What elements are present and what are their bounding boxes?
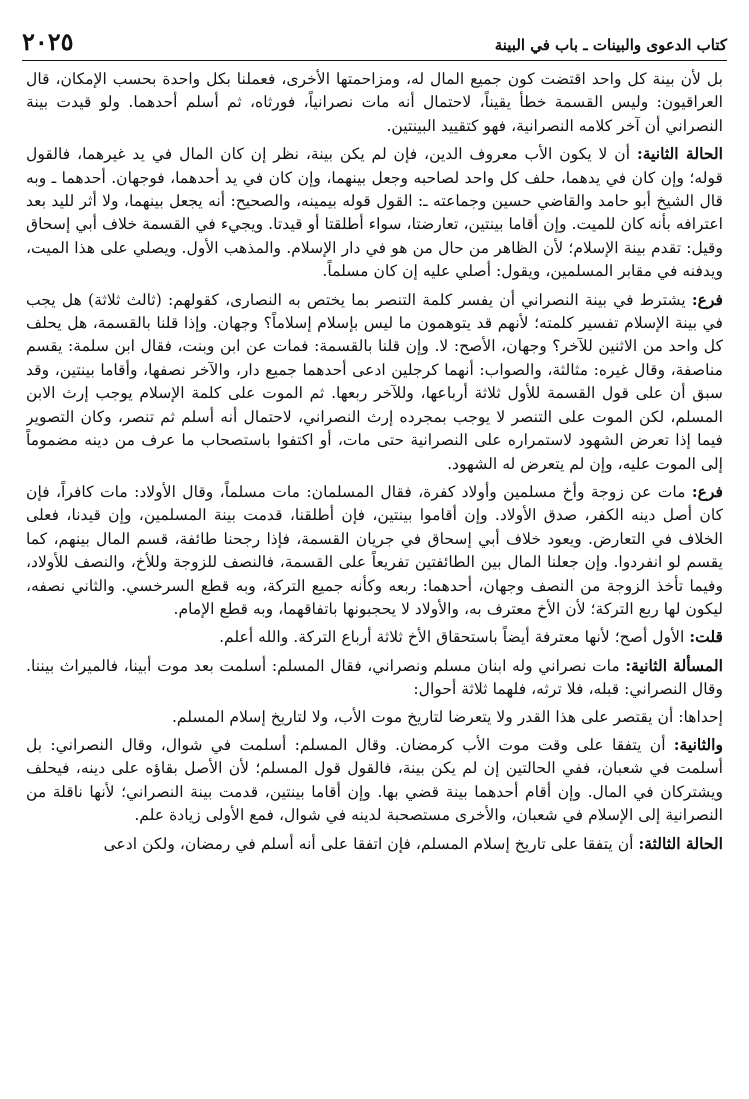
paragraph-text: أن يتفقا على تاريخ إسلام المسلم، فإن اتفقا على أنه أسلم في رمضان، ولكن ادعى xyxy=(103,834,639,853)
section-label: الحالة الثالثة: xyxy=(638,833,723,853)
page-body xyxy=(26,68,723,1091)
section-label: والثانية: xyxy=(673,734,723,754)
section-label: فرع: xyxy=(691,289,723,309)
paragraph-text: مات نصراني وله ابنان مسلم ونصراني، فقال المسلم: أسلمت بعد موت أبينا، فالميراث بيننا. وقال النصراني: قبله، فلا ترثه، فلهما ثلاثة أحوال: xyxy=(26,656,723,699)
section-label: المسألة الثانية: xyxy=(625,655,723,675)
paragraph xyxy=(26,706,723,729)
paragraph xyxy=(26,68,723,138)
paragraph-text: يشترط في بينة النصراني أن يفسر كلمة التنصر بما يختص به النصارى، كقولهم: (ثالث ثلاثة) هل يجب في بينة الإسلام تفسير كلمته؛ لأنهم قد يتوهمون ما ليس بإسلام إسلاماً؟ وجهان. وإذا قلنا بالقسمة، هل يحلف كل واحد من الاثنين للآخر؟ وجهان، الأصح: لا. وإن قلنا بالقسمة: فمات عن ابن وبنت، فقال ابن سلمة: يقسم مناصفة، وقال غيره: مثالثة، والصواب: أنهما كرجلين ادعى أحدهما جميع دار، والآخر نصفها، وأقاما بينتين، وقد سبق أن على قول القسمة للأول ثلاثة أرباعها، وللآخر ربعها. ثم الموت على كلمة الإسلام يوجب إرث الابن المسلم، لكن الموت على التنصر لا يوجب بمجرده إرث النصراني، لاحتمال أنه أسلم ثم تنصر، وكان التصوير فيما إذا تعرض الشهود لاستمراره على النصرانية حتى مات، أو اكتفوا باستصحاب ما عرف من دينه مضموماً إلى الموت عليه، وإن لم يتعرض له الشهود. xyxy=(26,290,723,473)
section-label: الحالة الثانية: xyxy=(636,144,723,164)
page-header xyxy=(22,18,727,58)
paragraph-text: أن لا يكون الأب معروف الدين، فإن لم يكن بينة، نظر إن كان المال في يد غيرهما، فالقول قوله؛ وإن كان في يدهما، حلف كل واحد لصاحبه وجعل بينهما، وإن كان في يد أحدهما، فوجهان. أحدهما ـ وبه قال الشيخ أبو حامد والقاضي حسين وجماعته ـ: القول قوله بيمينه، والصحيح: أنه يجعل بينهما، ولا أثر لليد بعد اعترافه بأنه كان للميت. وإن أقاما بينتين، تعارضتا، سواء أطلقتا أو قيدتا. ويجيء في القسمة خلاف أبي إسحاق وقيل: تقدم بينة الإسلام؛ لأن الظاهر من حال من هو في دار الإسلام. والمذهب الأول. ويصلي على هذا الميت، ويدفنه في مقابر المسلمين، ويقول: أصلي عليه إن كان مسلماً. xyxy=(26,145,723,281)
paragraph xyxy=(26,832,723,856)
paragraph-text: إحداها: أن يقتصر على هذا القدر ولا يتعرضا لتاريخ موت الأب، ولا لتاريخ إسلام المسلم. xyxy=(171,707,723,726)
paragraph xyxy=(26,733,723,828)
section-label: قلت: xyxy=(689,627,723,647)
paragraph xyxy=(26,480,723,621)
paragraph-text: بل لأن بينة كل واحد اقتضت كون جميع المال له، ومزاحمتها الأخرى، فعملنا بكل واحدة بحسب الإمكان، قال العراقيون: وليس القسمة خطأ يقيناً، لاحتمال أنه مات نصرانياً، فورثاه، ثم أسلم أحدهما. ولو قيدت بينة النصراني أن آخر كلامه النصرانية، فهو كتقييد البينتين. xyxy=(26,70,723,135)
running-title: كتاب الدعوى والبينات ـ باب في البينة xyxy=(494,36,727,54)
paragraph xyxy=(26,625,723,649)
header-rule xyxy=(22,60,727,61)
paragraph xyxy=(26,288,723,476)
paragraph-text: الأول أصح؛ لأنها معترفة أيضاً باستحقاق الأخ ثلاثة أرباع التركة. والله أعلم. xyxy=(219,628,690,647)
section-label: فرع: xyxy=(691,481,723,501)
page-number: ٢٠٢٥ xyxy=(22,27,74,56)
paragraph xyxy=(26,654,723,702)
paragraph-text: أن يتفقا على وقت موت الأب كرمضان. وقال المسلم: أسلمت في شوال، وقال النصراني: بل أسلمت في شعبان، ففي الحالتين إن لم يكن بينة، فالقول قول المسلم؛ لأن الأصل بقاؤه على دينه، فيحلف ويشتركان في المال. وإن أقام أحدهما بينة قضي بها. وإن أقاما بينتين، قدمت بينة النصراني؛ لأنها ناقلة من النصرانية إلى الإسلام في شعبان، والأخرى مستصحبة لدينه في شوال، فمع الأولى زيادة علم. xyxy=(26,735,723,825)
paragraph-text: مات عن زوجة وأخ مسلمين وأولاد كفرة، فقال المسلمان: مات مسلماً، وقال الأولاد: مات كافراً، فإن كان أصل دينه الكفر، صدق الأولاد. وإن أقاموا بينتين، فإن أطلقنا، قدمت بينة المسلمين، وإن قيدنا، فعلى الخلاف في التعارض. ويعود خلاف أبي إسحاق في جريان القسمة، فإذا رجحنا طائفة، قسم المال بينهم، كما يقسم لو انفردوا. وإن جعلنا المال بين الطائفتين تفريعاً على القسمة، فالنصف للزوجة وللأخ، والنصف للأولاد، وفيما تأخذ الزوجة من النصف وجهان، أحدهما: ربعه وكأنه جميع التركة، وبه قطع السرخسي. والثاني نصفه، ليكون لها ربع التركة؛ لأن الأخ معترف به، والأولاد لا يحجبونها باتفاقهما، وبه قطع الإمام. xyxy=(26,482,723,618)
paragraph xyxy=(26,142,723,283)
